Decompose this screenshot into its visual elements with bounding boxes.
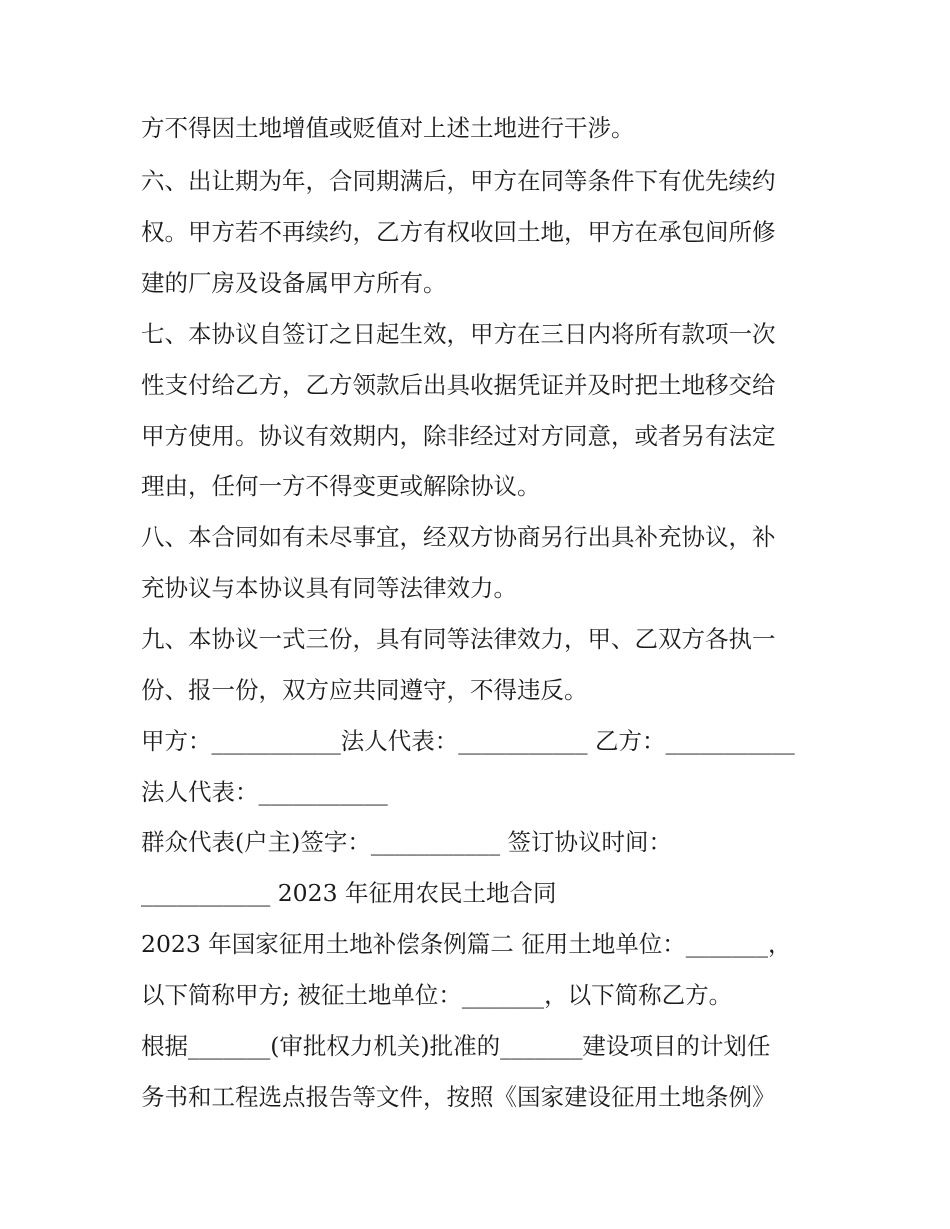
signature-line: 群众代表(户主)签字：___________ 签订协议时间： bbox=[141, 828, 673, 856]
signature-line: 法人代表：___________ bbox=[141, 778, 388, 806]
text-line: 份、报一份，双方应共同遵守，不得违反。 bbox=[141, 676, 588, 704]
text-line: 八、本合同如有未尽事宜，经双方协商另行出具补充协议，补 bbox=[141, 523, 776, 551]
text-line: 务书和工程选点报告等文件，按照《国家建设征用土地条例》 bbox=[141, 1083, 776, 1111]
text-line: 以下简称甲方; 被征土地单位：_______，以下简称乙方。 bbox=[141, 981, 733, 1009]
text-line: 九、本协议一式三份，具有同等法律效力，甲、乙双方各执一 bbox=[141, 625, 776, 653]
text-line: 2023 年国家征用土地补偿条例篇二 征用土地单位：_______， bbox=[141, 930, 792, 958]
text-line: 六、出让期为年，合同期满后，甲方在同等条件下有优先续约 bbox=[141, 167, 776, 195]
signature-line: 甲方：___________法人代表：___________ 乙方：___________ bbox=[141, 727, 795, 755]
text-line: 性支付给乙方，乙方领款后出具收据凭证并及时把土地移交给 bbox=[141, 371, 776, 399]
text-line: 权。甲方若不再续约，乙方有权收回土地，甲方在承包间所修 bbox=[141, 218, 776, 246]
text-line: 方不得因土地增值或贬值对上述土地进行干涉。 bbox=[141, 114, 635, 142]
text-line: 充协议与本协议具有同等法律效力。 bbox=[141, 574, 517, 602]
text-line: 理由，任何一方不得变更或解除协议。 bbox=[141, 472, 541, 500]
text-line: 根据_______(审批权力机关)批准的_______建设项目的计划任 bbox=[141, 1032, 771, 1060]
text-line: 七、本协议自签订之日起生效，甲方在三日内将所有款项一次 bbox=[141, 320, 776, 348]
text-line: 甲方使用。协议有效期内，除非经过对方同意，或者另有法定 bbox=[141, 422, 776, 450]
signature-line: ___________ 2023 年征用农民土地合同 bbox=[141, 879, 557, 907]
text-line: 建的厂房及设备属甲方所有。 bbox=[141, 269, 447, 297]
